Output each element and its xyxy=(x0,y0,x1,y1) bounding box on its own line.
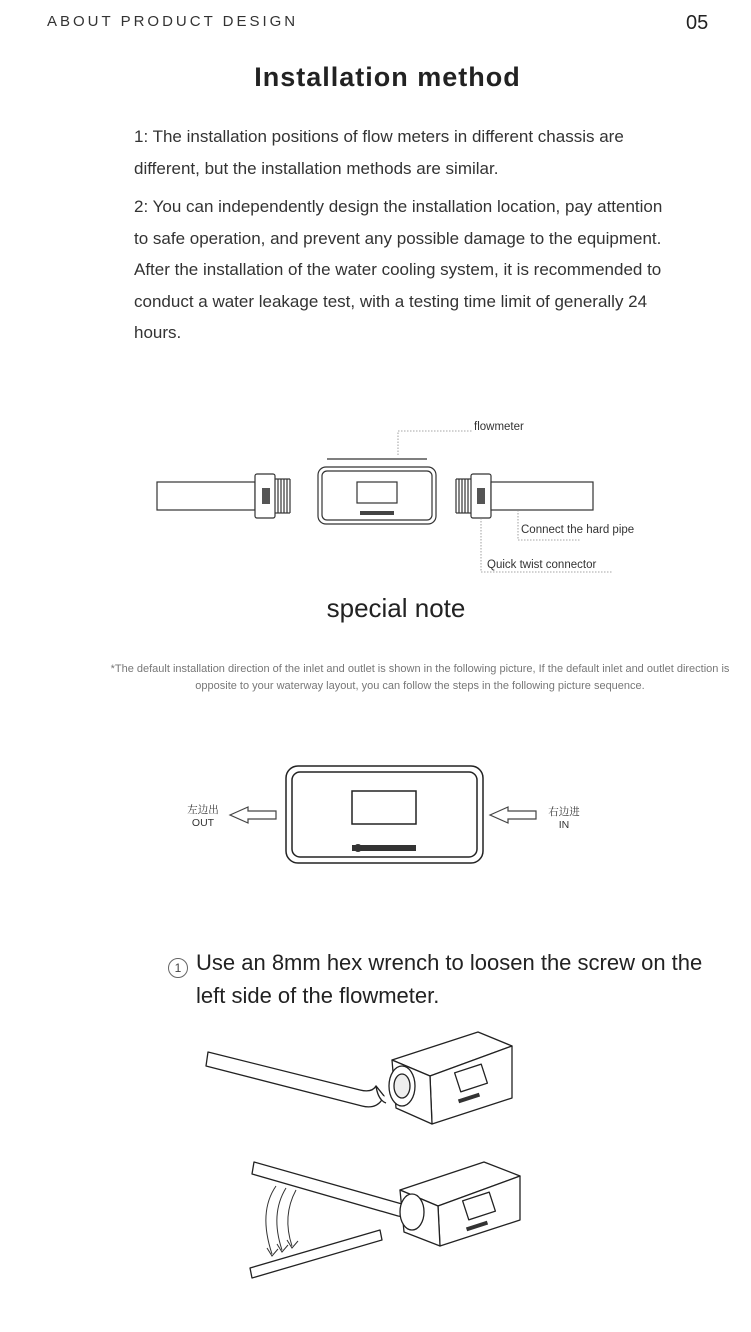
step-1-text: Use an 8mm hex wrench to loosen the screw on the left side of the flowmeter. xyxy=(196,950,703,1008)
out-label-cn: 左边出 xyxy=(187,804,219,816)
special-note-footnote: *The default installation direction of the inlet and outlet is shown in the following picture, If the default inlet and outlet direction is opposite to your waterway layout, you can follow the steps in the following picture sequence. xyxy=(110,663,730,692)
section-title: ABOUT PRODUCT DESIGN xyxy=(47,13,299,30)
in-label-cn: 右边进 xyxy=(548,806,580,818)
in-label-en: IN xyxy=(558,819,570,831)
paragraph-2: 2: You can independently design the installation location, pay attention to safe operation, and prevent any possible damage to the equipment. After the installation of the water cooling system, it is recommended to conduct a water leakage test, with a testing time limit of generally 24 hours. xyxy=(134,197,663,342)
paragraph-1: 1: The installation positions of flow meters in different chassis are different, but the installation methods are similar. xyxy=(134,127,624,178)
page-title: Installation method xyxy=(254,62,521,92)
page-number: 05 xyxy=(686,12,709,34)
special-note-heading: special note xyxy=(326,593,466,623)
flowmeter-label: flowmeter xyxy=(474,421,524,433)
hard-pipe-label: Connect the hard pipe xyxy=(521,524,635,536)
connector-label: Quick twist connector xyxy=(487,559,597,571)
step-number-badge: 1 xyxy=(168,958,188,978)
out-label-en: OUT xyxy=(191,817,215,829)
